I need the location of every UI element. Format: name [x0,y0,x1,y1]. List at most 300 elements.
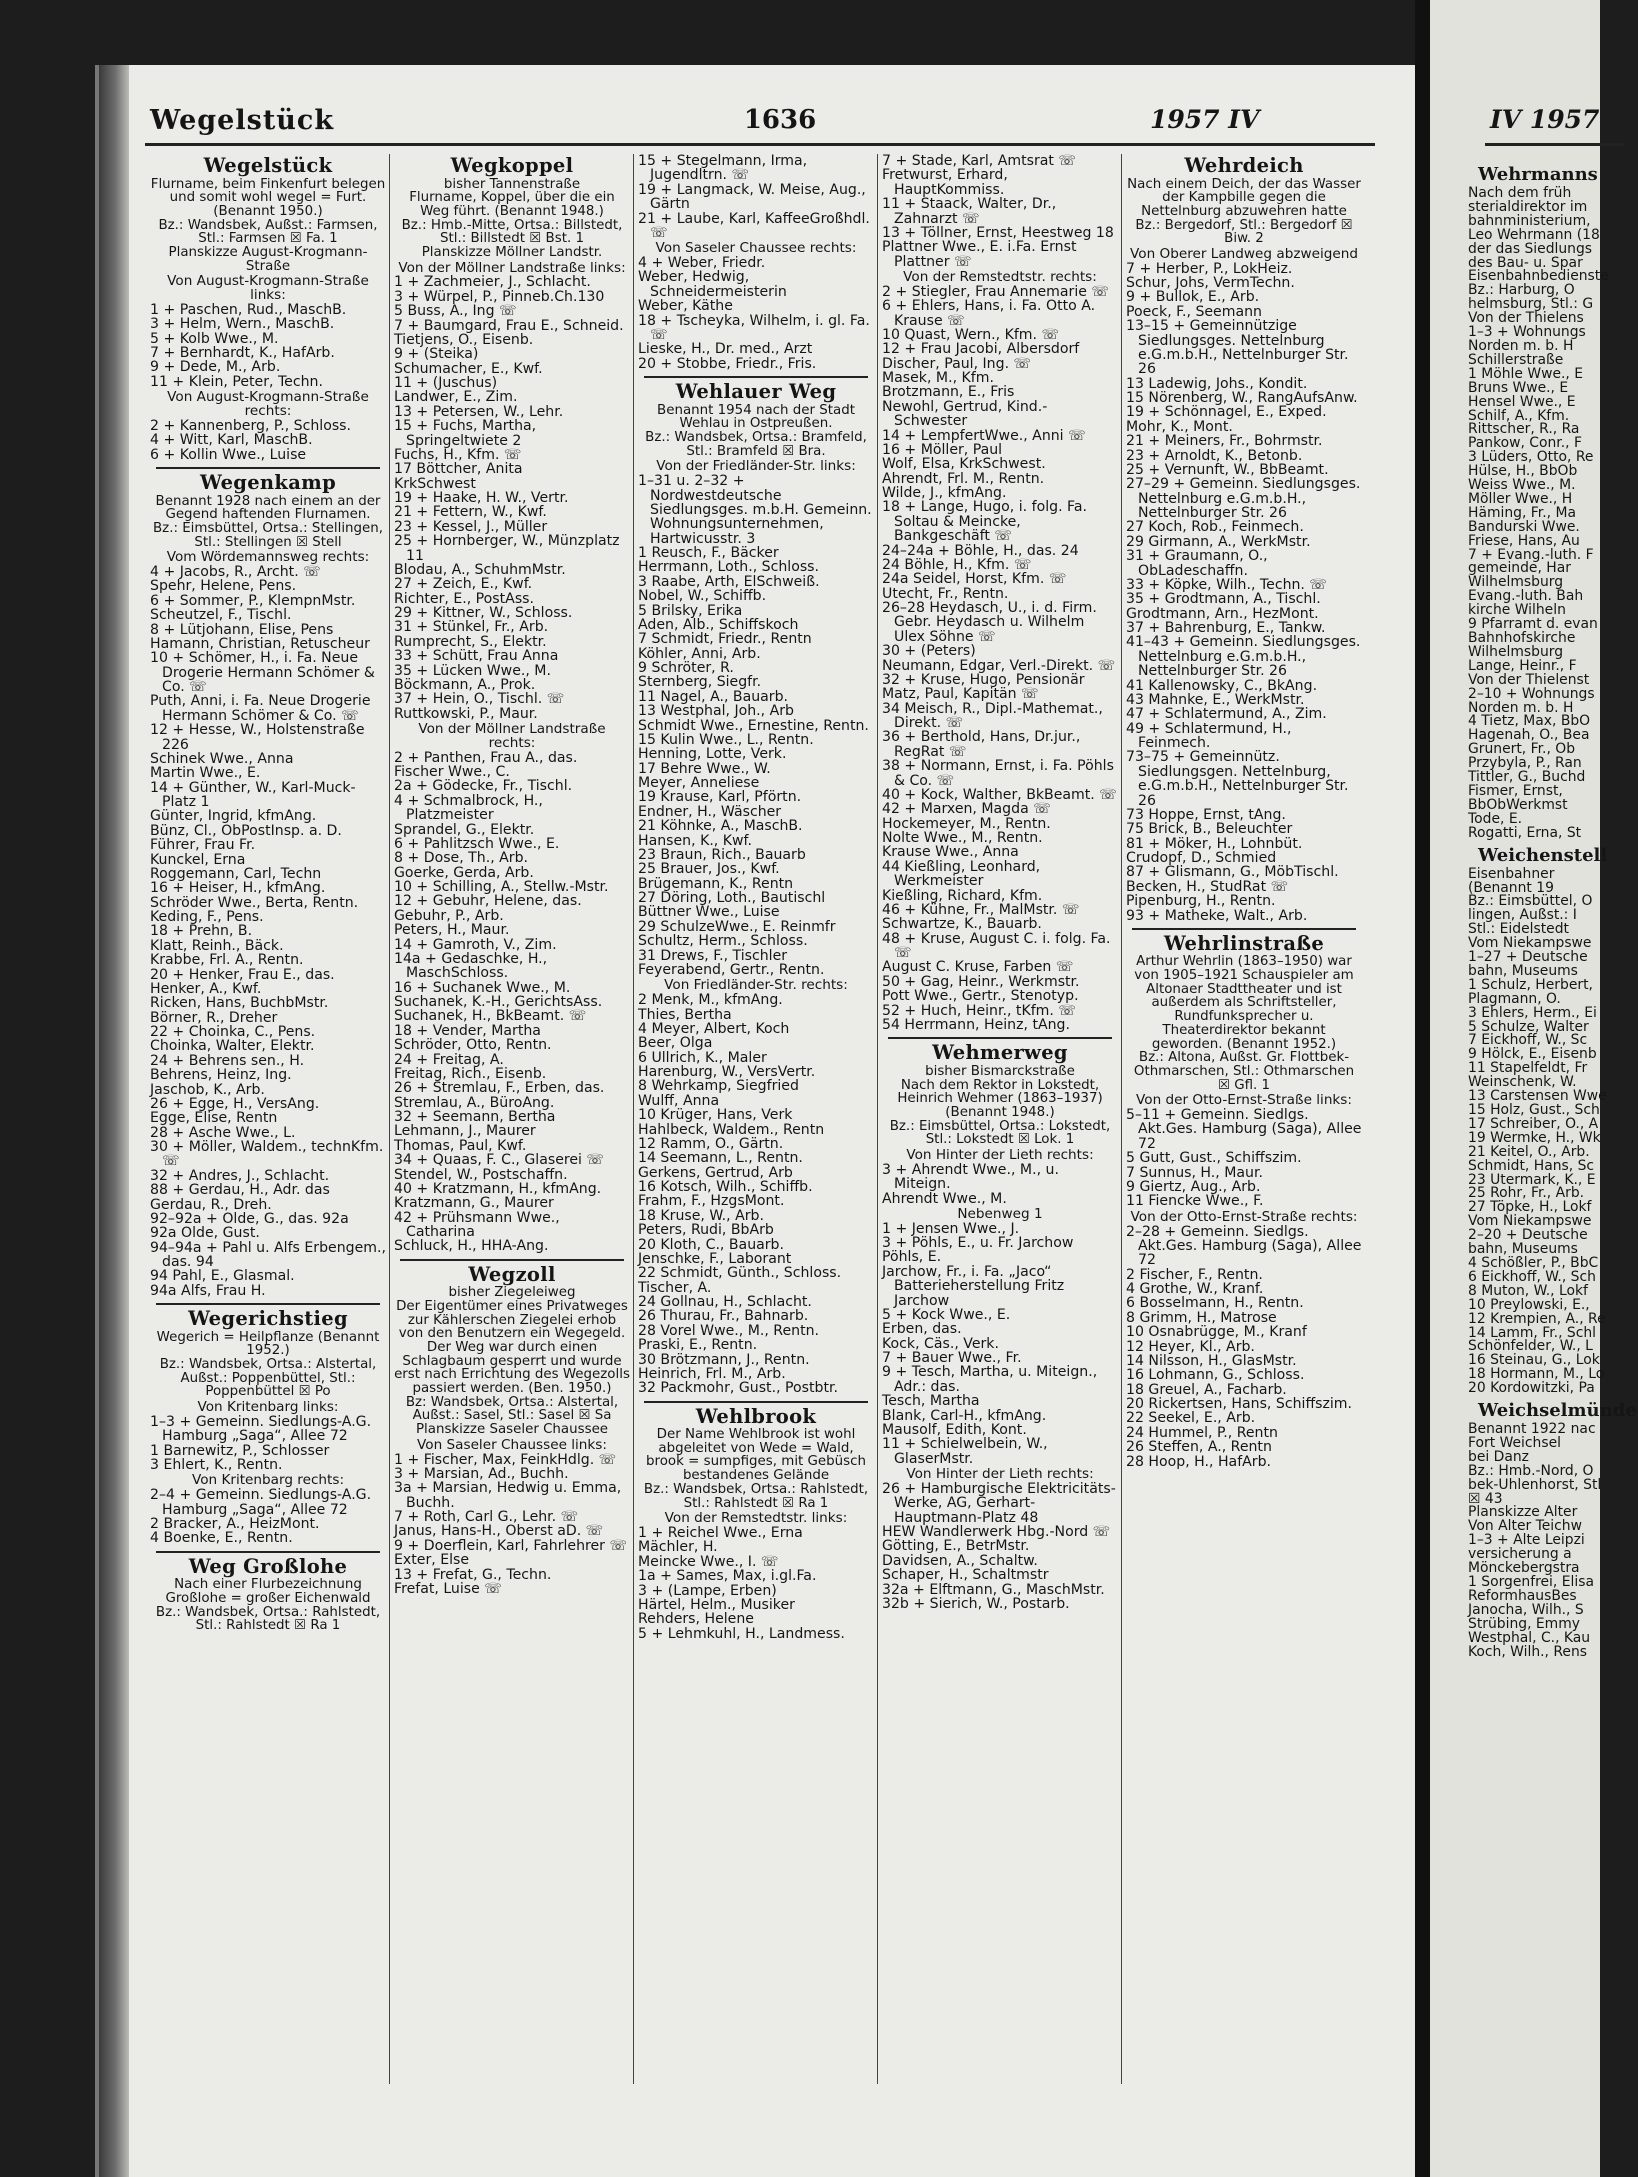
section-divider [644,376,868,378]
resident-entry: Schaper, H., Schaltmstr [882,1567,1049,1584]
resident-entry: Lehmann, J., Maurer [394,1123,536,1140]
resident-entry: des Bau- u. Spar [1468,254,1583,271]
street-section [1126,156,1362,923]
resident-entry: 52 + Huch, Heinr., tKfm. ☏ [882,1002,1076,1019]
resident-entry: 1–3 + Wohnungs [1468,324,1586,341]
resident-entry: 14a + Gedaschke, H., MaschSchloss. [394,950,548,982]
page-spine-shadow [99,65,129,2177]
resident-entry: 10 + Schömer, H., i. Fa. Neue Drogerie Hermann Schömer & Co. ☏ [150,650,375,696]
resident-entry: Bruns Wwe., E [1468,379,1569,396]
resident-entry: 15 + Stegelmann, Irma, Jugendltrn. ☏ [638,153,808,184]
resident-entry: Discher, Paul, Ing. ☏ [882,355,1032,372]
resident-entry: Bz.: Hmb.-Nord, O [1468,1462,1594,1479]
resident-entry: Hülse, H., BbOb [1468,463,1578,480]
direction-subheading: Von Saseler Chaussee rechts: [655,240,857,257]
direction-subheading: Von Oberer Landweg abzweigend [1130,245,1358,262]
street-section [150,1303,386,1546]
resident-entry: Sprandel, G., Elektr. [394,821,535,838]
resident-entry: Büttner Wwe., Luise [638,904,780,921]
resident-entry: 28 + Asche Wwe., L. [150,1124,296,1141]
resident-entry: Kratzmann, G., Maurer [394,1195,554,1212]
resident-entry: Goerke, Gerda, Arb. [394,864,534,881]
resident-entry: 26 + Egge, H., VersAng. [150,1095,320,1112]
street-description: Bz.: Wandsbek, Ortsa.: Rahlstedt, Stl.: Rahlstedt ☒ Ra 1 [643,1481,869,1511]
resident-entry: sterialdirektor im [1468,198,1588,215]
resident-entry: 12 Krempien, A., Re [1468,1310,1606,1327]
street-section [394,156,630,1254]
resident-entry: 21 + Laube, Karl, KaffeeGroßhdl. ☏ [638,210,870,241]
resident-entry: Führer, Frau Fr. [150,837,256,854]
resident-entry: Peters, H., Maur. [394,922,510,939]
street-name-heading: Wehmerweg [932,1041,1068,1065]
resident-entry: Neumann, Edgar, Verl.-Direkt. ☏ [882,657,1116,674]
resident-entry: 29 + Kittner, W., Schloss. [394,605,573,622]
resident-entry: Schmidt Wwe., Ernestine, Rentn. [638,717,869,734]
resident-entry: 24 + Behrens sen., H. [150,1052,305,1069]
resident-entry: 5 Gutt, Gust., Schiffszim. [1126,1150,1302,1167]
resident-entry: 32 + Andres, J., Schlacht. [150,1167,330,1184]
resident-entry: 12 Ramm, O., Gärtn. [638,1135,784,1152]
resident-entry: Börner, R., Dreher [150,1009,278,1026]
resident-entry: 7 Eickhoff, W., Sc [1468,1032,1588,1049]
resident-entry: Weber, Hedwig, Schneidermeisterin [638,269,787,300]
resident-entry: Bz.: Eimsbüttel, O [1468,893,1593,910]
resident-entry: 10 Preylowski, E., [1468,1296,1590,1313]
street-description: Bz.: Eimsbüttel, Ortsa.: Stellingen, Stl.: Stellingen ☒ Stell [152,520,384,550]
resident-entry: 20 Rickertsen, Hans, Schiffszim. [1126,1396,1353,1413]
resident-entry: 25 Brauer, Jos., Kwf. [638,861,780,878]
resident-entry: 7 + Baumgard, Frau E., Schneid. [394,317,624,334]
resident-entry: Masek, M., Kfm. [882,370,994,387]
resident-entry: 4 Schößler, P., BbC [1468,1254,1599,1271]
direction-subheading: Von Saseler Chaussee links: [417,1436,607,1453]
resident-entry: Hensel Wwe., E [1468,393,1576,410]
resident-entry: versicherung a [1468,1546,1572,1563]
resident-entry: 94–94a + Pahl u. Alfs Erbengem., das. 94 [150,1239,386,1271]
resident-entry: 7 + Stade, Karl, Amtsrat ☏ [882,153,1077,169]
resident-entry: Meyer, Anneliese [638,775,760,792]
resident-entry: Heinrich, Frl. M., Arb. [638,1365,786,1382]
resident-entry: 8 Grimm, H., Matrose [1126,1309,1277,1326]
resident-entry: kirche Wilheln [1468,602,1566,619]
resident-entry: 5 + Kolb Wwe., M. [150,330,279,347]
resident-entry: Stremlau, A., BüroAng. [394,1094,555,1111]
book-gutter [1415,0,1430,2177]
resident-entry: Kock, Cäs., Verk. [882,1335,999,1352]
resident-entry: 32 + Kruse, Hugo, Pensionär [882,671,1085,688]
resident-entry: Erben, das. [882,1321,962,1338]
resident-entry: bei Danz [1468,1448,1529,1465]
resident-entry: 6 Eickhoff, W., Sch [1468,1268,1596,1285]
resident-entry: 87 + Glismann, G., MöbTischl. [1126,864,1339,881]
resident-entry: 3 + Pöhls, E., u. Fr. Jarchow [882,1235,1074,1252]
resident-entry: Choinka, Walter, Elektr. [150,1038,315,1055]
resident-entry: Bz.: Harburg, O [1468,282,1575,299]
resident-entry: Bahnhofskirche [1468,630,1576,646]
resident-entry: 21 Keitel, O., Arb. [1468,1143,1590,1160]
resident-entry: 2 Bracker, A., HeizMont. [150,1516,320,1533]
resident-entry: 8 Wehrkamp, Siegfried [638,1078,799,1095]
resident-entry: bek-Uhlenhorst, Stl [1468,1476,1602,1493]
resident-entry: 32 Packmohr, Gust., Postbtr. [638,1380,838,1397]
resident-entry: Schönfelder, W., L [1468,1338,1593,1355]
column-separator [1121,154,1122,2084]
resident-entry: 3 + (Lampe, Erben) [638,1582,777,1599]
resident-entry: Hockemeyer, M., Rentn. [882,815,1051,832]
resident-entry: Pöhls, E. [882,1249,942,1266]
resident-entry: 8 + Lütjohann, Elise, Pens [150,621,334,638]
resident-entry: 25 + Hornberger, W., Münzplatz 11 [394,533,620,564]
resident-entry: Pipenburg, H., Rentn. [1126,893,1276,910]
section-divider [888,1037,1112,1039]
resident-entry: 9 Hölck, E., Eisenb [1468,1046,1597,1063]
resident-entry: 6 + Kollin Wwe., Luise [150,446,307,463]
resident-entry: Nobel, W., Schiffb. [638,588,767,605]
resident-entry: 3a + Marsian, Hedwig u. Emma, Buchh. [394,1480,622,1511]
resident-entry: lingen, Außst.: I [1468,907,1577,924]
resident-entry: 94 Pahl, E., Glasmal. [150,1268,295,1285]
resident-entry: Häming, Fr., Ma [1468,504,1576,521]
resident-entry: 32 + Seemann, Bertha [394,1109,556,1126]
resident-entry: 2a + Gödecke, Fr., Tischl. [394,778,573,795]
resident-entry: 19 Krause, Karl, Pförtn. [638,789,802,806]
resident-entry: Mausolf, Edith, Kont. [882,1421,1027,1438]
resident-entry: Hagenah, O., Bea [1468,727,1590,744]
resident-entry: 18 + Tscheyka, Wilhelm, i. gl. Fa. ☏ [638,312,870,343]
street-name-heading: Wehrmanns [1478,164,1598,185]
resident-entry: 4 Boenke, E., Rentn. [150,1530,293,1547]
resident-entry: HEW Wandlerwerk Hbg.-Nord ☏ [882,1524,1111,1541]
resident-entry: 18 + Vender, Martha [394,1022,541,1039]
resident-entry: 10 Quast, Wern., Kfm. ☏ [882,326,1060,343]
resident-entry: Fort Weichsel [1468,1434,1561,1451]
directory-column [638,154,874,2084]
resident-entry: 5 + Kock Wwe., E. [882,1306,1011,1323]
street-description: Bz.: Wandsbek, Ortsa.: Bramfeld, Stl.: Bramfeld ☒ Bra. [645,429,867,459]
resident-entry: 9 Giertz, Aug., Arb. [1126,1178,1261,1195]
resident-entry: Beer, Olga [638,1035,713,1052]
resident-entry: 13 Carstensen Wwe [1468,1088,1607,1105]
resident-entry: Krabbe, Frl. A., Rentn. [150,952,304,969]
resident-entry: Vom Niekampswe [1468,935,1592,952]
resident-entry: 7 + Bernhardt, K., HafArb. [150,345,335,362]
resident-entry: Westphal, C., Kau [1468,1629,1591,1646]
street-description: Bz.: Wandsbek, Ortsa.: Alstertal, Außst.: Poppenbüttel, Stl.: Poppenbüttel ☒ Po [159,1357,377,1400]
resident-entry: 10 + Schilling, A., Stellw.-Mstr. [394,879,609,896]
street-description: Bz.: Eimsbüttel, Ortsa.: Lokstedt, Stl.: Lokstedt ☒ Lok. 1 [889,1118,1111,1148]
resident-entry: 1 Reusch, F., Bäcker [638,545,779,562]
resident-entry: 9 Schröter, R. [638,660,734,677]
resident-entry: 14 Lamm, Fr., Schl [1468,1324,1597,1341]
resident-entry: 23 + Arnoldt, K., Betonb. [1126,447,1303,464]
resident-entry: 24 + Freitag, A. [394,1051,504,1068]
street-name-heading: Weichenstell [1478,844,1608,866]
direction-subheading: Von der Otto-Ernst-Straße links: [1136,1092,1352,1109]
street-description: Bz.: Altona, Außst. Gr. Flottbek-Othmarschen, Stl.: Othmarschen ☒ Gfl. 1 [1133,1050,1355,1093]
resident-entry: 1 Möhle Wwe., E [1468,365,1584,382]
resident-entry: ReformhausBes [1468,1587,1577,1604]
resident-entry: Aden, Alb., Schiffskoch [638,616,799,633]
resident-entry: 27–29 + Gemeinn. Siedlungsges. Nettelnburg e.G.m.b.H., Nettelnburger Str. 26 [1126,476,1361,522]
resident-entry: 1–27 + Deutsche [1468,949,1588,966]
resident-entry: 48 + Kruse, August C. i. folg. Fa. ☏ [882,930,1111,962]
resident-entry: Landwer, E., Zim. [394,389,518,406]
resident-entry: Günter, Ingrid, kfmAng. [150,808,317,825]
direction-subheading: Von der Möllner Landstraße rechts: [418,721,606,751]
resident-entry: 11 + Klein, Peter, Techn. [150,373,323,390]
resident-entry: Wolf, Elsa, KrkSchwest. [882,456,1046,473]
resident-entry: Matz, Paul, Kapitän ☏ [882,686,1039,703]
resident-entry: 12 Heyer, Kl., Arb. [1126,1338,1255,1355]
street-section [638,1401,874,1641]
resident-entry: 9 + Tesch, Martha, u. Miteign., Adr.: das. [882,1364,1098,1395]
resident-entry: Weinschenk, W. [1468,1074,1577,1091]
street-name-heading: Wegerichstieg [188,1307,348,1331]
resident-entry: Harenburg, W., VersVertr. [638,1064,816,1081]
resident-entry: Grodtmann, Arn., HezMont. [1126,605,1319,622]
section-divider [156,467,380,469]
resident-entry: Tittler, G., Buchd [1468,769,1586,786]
resident-entry: 31 + Graumann, O., ObLadeschaffn. [1126,548,1268,579]
resident-entry: Eisenbahner [1468,865,1555,882]
resident-entry: Richter, E., PostAss. [394,590,534,607]
resident-entry: 11 Nagel, A., Bauarb. [638,688,789,705]
resident-entry: 11 + (Juschus) [394,375,498,392]
resident-entry: 18 Kruse, W., Arb. [638,1207,764,1224]
resident-entry: 12 + Hesse, W., Holstenstraße 226 [150,722,365,753]
resident-entry: 4 + Jacobs, R., Archt. ☏ [150,564,321,581]
resident-entry: 12 + Gebuhr, Helene, das. [394,893,582,910]
resident-entry: 4 + Witt, Karl, MaschB. [150,432,313,449]
resident-entry: 30 Brötzmann, J., Rentn. [638,1351,810,1368]
resident-entry: helmsburg, Stl.: G [1468,296,1594,313]
resident-entry: 7 Schmidt, Friedr., Rentn [638,631,812,648]
resident-entry: Schilf, A., Kfm. [1468,407,1570,424]
direction-subheading: Von der Otto-Ernst-Straße rechts: [1130,1208,1358,1225]
header-rule [145,143,1375,146]
resident-entry: Herrmann, Loth., Schloss. [638,559,820,576]
resident-entry: Freitag, Rich., Eisenb. [394,1065,547,1082]
resident-entry: 2 Menk, M., kfmAng. [638,992,783,1009]
resident-entry: 6 Bosselmann, H., Rentn. [1126,1295,1304,1312]
street-description: Benannt 1928 nach einem an der Gegend haftenden Flurnamen. [155,493,381,523]
resident-entry: 14 + Günther, W., Karl-Muck-Platz 1 [150,779,356,811]
resident-entry: Wulff, Anna [638,1092,720,1109]
resident-entry: 18 Hormann, M., Lo [1468,1366,1605,1383]
resident-entry: Wilhelmsburg [1468,643,1564,660]
resident-entry: 21 Köhnke, A., MaschB. [638,818,803,835]
resident-entry: Schillerstraße [1468,351,1564,368]
resident-entry: 3 Ehlers, Herm., Ei [1468,1004,1597,1021]
resident-entry: Von der Thielenst [1468,671,1590,688]
resident-entry: 26 Thurau, Fr., Bahnarb. [638,1308,809,1325]
direction-subheading: Von Hinter der Lieth rechts: [906,1466,1094,1483]
resident-entry: 36 + Berthold, Hans, Dr.jur., RegRat ☏ [882,729,1081,760]
resident-entry: 22 + Choinka, C., Pens. [150,1024,316,1041]
resident-entry: Möller Wwe., H [1468,490,1573,507]
resident-entry: Tietjens, O., Eisenb. [394,331,534,348]
direction-subheading: Von Friedländer-Str. rechts: [664,977,848,994]
street-description: Wegerich = Heilpflanze (Benannt 1952.) [156,1329,380,1359]
next-page-header: IV 1957 [1490,105,1600,134]
resident-entry: 40 + Kratzmann, H., kfmAng. [394,1180,602,1197]
resident-entry: 4 Grothe, W., Kranf. [1126,1281,1264,1298]
resident-entry: Utecht, Fr., Rentn. [882,585,1009,602]
resident-entry: 37 + Bahrenburg, E., Tankw. [1126,620,1326,637]
column-separator [877,154,878,2084]
resident-entry: 49 + Schlatermund, H., Feinmech. [1126,720,1292,752]
resident-entry: 7 + Evang.-luth. F [1468,546,1594,563]
resident-entry: 21 + Fettern, W., Kwf. [394,504,547,521]
resident-entry: Von der Thielens [1468,310,1584,327]
resident-entry: Ahrendt Wwe., M. [882,1190,1007,1207]
resident-entry: Götting, E., BetrMstr. [882,1538,1030,1555]
resident-entry: 1a + Sames, Max, i.gl.Fa. [638,1568,817,1585]
street-description: Planskizze August-Krogmann-Straße [168,244,368,274]
resident-entry: Endner, H., Wäscher [638,803,782,820]
resident-entry: 2 + Stiegler, Frau Annemarie ☏ [882,283,1110,300]
resident-entry: 19 + Haake, H. W., Vertr. [394,490,569,507]
resident-entry: Stendel, W., Postschaffn. [394,1166,568,1183]
resident-entry: Davidsen, A., Schaltw. [882,1552,1038,1569]
resident-entry: 29 Girmann, A., WerkMstr. [1126,533,1311,550]
resident-entry: 6 + Sommer, P., KlempnMstr. [150,592,356,609]
resident-entry: 75 Brick, B., Beleuchter [1126,821,1293,838]
resident-entry: 14 + LempfertWwe., Anni ☏ [882,427,1086,444]
resident-entry: Ricken, Hans, BuchbMstr. [150,995,329,1012]
resident-entry: Brügemann, K., Rentn [638,875,794,892]
resident-entry: 7 + Roth, Carl G., Lehr. ☏ [394,1509,579,1526]
resident-entry: 28 Hoop, H., HafArb. [1126,1453,1272,1470]
resident-entry: Suchanek, K.-H., GerichtsAss. [394,994,603,1011]
resident-entry: Mönckebergstra [1468,1560,1580,1577]
resident-entry: 93 + Matheke, Walt., Arb. [1126,907,1308,924]
resident-entry: Janocha, Wilh., S [1468,1601,1584,1618]
resident-entry: 26 + Stremlau, F., Erben, das. [394,1080,605,1097]
resident-entry: 1 + Zachmeier, J., Schlacht. [394,274,591,291]
resident-entry: 16 + Möller, Paul [882,441,1003,458]
next-page-strip [1430,0,1637,2177]
street-description: Nach einem Deich, der das Wasser der Kampbille gegen die Nettelnburg abzuwehren hatte [1127,176,1361,219]
resident-entry: 9 + Dede, M., Arb. [150,359,281,376]
resident-entry: Schultz, Herm., Schloss. [638,933,808,950]
street-description: Bz.: Hmb.-Mitte, Ortsa.: Billstedt, Stl.: Billstedt ☒ Bst. 1 [401,217,623,247]
resident-entry: 35 + Lücken Wwe., M. [394,662,551,679]
street-description: bisher Ziegeleiweg [448,1285,576,1301]
resident-entry: Jaschob, K., Arb. [150,1081,265,1098]
resident-entry: 2 + Kannenberg, P., Schloss. [150,417,351,434]
resident-entry: Klatt, Reinh., Bäck. [150,937,284,954]
resident-entry: 17 Böttcher, Anita [394,461,523,478]
resident-entry: 35 + Grodtmann, A., Tischl. [1126,591,1321,608]
resident-entry: Thies, Bertha [638,1006,732,1023]
resident-entry: 32a + Elftmann, G., MaschMstr. [882,1581,1105,1598]
resident-entry: 9 + (Steika) [394,346,479,363]
resident-entry: 31 Drews, F., Tischler [638,947,788,964]
resident-entry: Von Alter Teichw [1468,1518,1582,1535]
resident-entry: 4 Tietz, Max, BbO [1468,713,1591,730]
resident-entry: 2–10 + Wohnungs [1468,685,1595,702]
resident-entry: 13 Ladewig, Johs., Kondit. [1126,375,1308,392]
resident-entry: 32b + Sierich, W., Postarb. [882,1595,1070,1612]
street-section [638,154,874,371]
resident-entry: 34 Meisch, R., Dipl.-Mathemat., Direkt. ☏ [882,700,1103,732]
resident-entry: Rogatti, Erna, St [1468,824,1582,841]
resident-entry: Fretwurst, Erhard, HauptKommiss. [882,167,1008,198]
column-separator [389,154,390,2084]
resident-entry: BbObWerkmst [1468,796,1568,813]
resident-entry: 10 Osnabrügge, M., Kranf [1126,1324,1307,1341]
resident-entry: Weiss Wwe., M. [1468,477,1576,494]
resident-entry: Hansen, K., Kwf. [638,832,752,849]
resident-entry: Friese, Hans, Au [1468,532,1580,549]
resident-entry: 3 + Marsian, Ad., Buchh. [394,1465,569,1482]
directory-column [394,154,630,2084]
resident-entry: 47 + Schlatermund, A., Zim. [1126,706,1327,723]
resident-entry: ☒ 43 [1468,1490,1503,1507]
resident-entry: Lieske, H., Dr. med., Arzt [638,341,813,358]
resident-entry: 8 Muton, W., Lokf [1468,1282,1588,1299]
resident-entry: 92a Olde, Gust. [150,1225,260,1242]
resident-entry: Martin Wwe., E. [150,765,261,782]
running-header-street: Wegelstück [150,105,335,136]
direction-subheading: Von Kritenbarg rechts: [191,1472,345,1489]
resident-entry: 6 + Pahlitzsch Wwe., E. [394,835,560,852]
resident-entry: 13 + Töllner, Ernst, Heestweg 18 [882,224,1114,241]
resident-entry: Kießling, Richard, Kfm. [882,887,1043,904]
resident-entry: Grunert, Fr., Ob [1468,741,1576,758]
street-name-heading: Wegzoll [468,1262,556,1286]
street-description: Bz.: Bergedorf, Stl.: Bergedorf ☒ Biw. 2 [1135,217,1353,247]
resident-entry: Gerdau, R., Dreh. [150,1196,272,1213]
resident-entry: Bandurski Wwe. [1468,518,1580,535]
resident-entry: 10 Krüger, Hans, Verk [638,1107,793,1124]
resident-entry: 16 Steinau, G., Lok [1468,1352,1600,1369]
direction-subheading: Nebenweg 1 [957,1205,1043,1222]
resident-entry: 4 + Schmalbrock, H., Platzmeister [394,792,543,824]
resident-entry: 11 + Schielwelbein, W., GlaserMstr. [882,1436,1048,1467]
resident-entry: 7 + Herber, P., LokHeiz. [1126,260,1293,277]
resident-entry: 34 + Quaas, F. C., Glaserei ☏ [394,1152,605,1169]
street-section [638,376,874,1396]
street-description: Der Eigentümer eines Privatweges zur Kählerschen Ziegelei erhob von den Benutzern ein Wegegeld. Der Weg war durch einen Schlagbaum gesperrt und wurde erst nach Errichtung des Wegezolls passiert werden. (Ben. 1950.) [394,1299,630,1397]
resident-entry: 9 + Bullok, E., Arb. [1126,289,1260,306]
resident-entry: 3 Lüders, Otto, Re [1468,449,1594,466]
resident-entry: 6 Ullrich, K., Maler [638,1049,767,1066]
resident-entry: 7 Sunnus, H., Maur. [1126,1164,1263,1181]
section-divider [1132,928,1356,930]
resident-entry: Becken, H., StudRat ☏ [1126,878,1289,895]
street-description: Flurname, beim Finkenfurt belegen und somit wohl wegel = Furt. (Benannt 1950.) [150,176,386,219]
resident-entry: 18 + Prehn, B. [150,923,253,940]
resident-entry: Frefat, Luise ☏ [394,1580,502,1597]
resident-entry: 12 + Frau Jacobi, Albersdorf [882,341,1080,358]
street-name-heading: Wehlbrook [695,1404,817,1428]
resident-entry: 29 SchulzeWwe., E. Reinmfr [638,918,836,935]
resident-entry: Newohl, Gertrud, Kind.-Schwester [882,398,1048,430]
resident-entry: Norden m. b. H [1468,337,1574,354]
street-description: Planskizze Saseler Chaussee [415,1422,609,1438]
resident-entry: 43 Mahnke, E., WerkMstr. [1126,691,1305,708]
resident-entry: 73–75 + Gemeinnütz. Siedlungsgen. Nettelnburg, e.G.m.b.H., Nettelnburger Str. 26 [1126,749,1349,809]
resident-entry: Gebuhr, P., Arb. [394,907,504,924]
resident-entry: Fuchs, H., Kfm. ☏ [394,446,522,463]
resident-entry: 1 + Reichel Wwe., Erna [638,1525,803,1542]
section-divider [400,1259,624,1261]
resident-entry: 5 Schulze, Walter [1468,1018,1589,1035]
resident-entry: 2 + Panthen, Frau A., das. [394,749,578,766]
street-name-heading: Wegelstück [203,154,333,177]
